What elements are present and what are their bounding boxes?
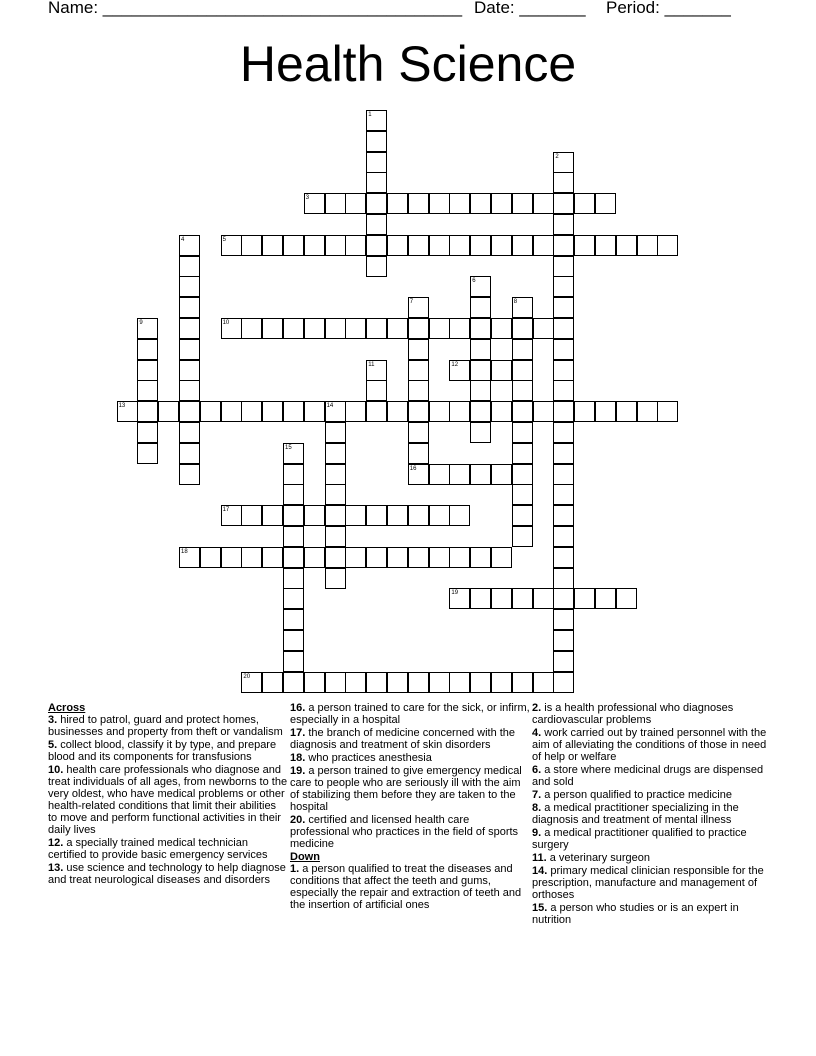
grid-cell[interactable] — [553, 526, 574, 547]
grid-cell[interactable] — [304, 547, 325, 568]
clue-number: 20 — [243, 673, 251, 680]
grid-cell[interactable] — [262, 318, 283, 339]
grid-cell[interactable] — [325, 318, 346, 339]
clue-column-1 — [48, 702, 288, 887]
grid-cell[interactable] — [387, 547, 408, 568]
grid-cell[interactable] — [553, 547, 574, 568]
grid-cell[interactable] — [325, 505, 346, 526]
grid-cell[interactable] — [179, 235, 200, 256]
grid-cell[interactable] — [512, 339, 533, 360]
grid-cell[interactable] — [179, 360, 200, 381]
grid-cell[interactable] — [221, 505, 242, 526]
grid-cell[interactable] — [325, 193, 346, 214]
grid-cell[interactable] — [325, 672, 346, 693]
grid-cell[interactable] — [553, 568, 574, 589]
clue-number: 8 — [513, 299, 518, 306]
grid-cell[interactable] — [408, 422, 429, 443]
grid-cell[interactable] — [283, 672, 304, 693]
grid-cell[interactable] — [304, 505, 325, 526]
grid-cell[interactable] — [221, 318, 242, 339]
clue: 7. a person qualified to practice medicine — [532, 789, 732, 801]
clue-number: 13 — [118, 403, 126, 410]
grid-cell[interactable] — [283, 568, 304, 589]
grid-cell[interactable] — [387, 235, 408, 256]
grid-cell[interactable] — [512, 360, 533, 381]
grid-cell[interactable] — [449, 318, 470, 339]
grid-cell[interactable] — [262, 672, 283, 693]
grid-cell[interactable] — [179, 318, 200, 339]
grid-cell[interactable] — [533, 193, 554, 214]
clue-number: 9 — [139, 320, 143, 326]
grid-cell[interactable] — [491, 464, 512, 485]
grid-cell[interactable] — [158, 401, 179, 422]
grid-cell[interactable] — [553, 318, 574, 339]
clue-number: 4 — [181, 236, 185, 243]
grid-cell[interactable] — [574, 235, 595, 256]
grid-cell[interactable] — [470, 422, 491, 443]
grid-cell[interactable] — [241, 235, 262, 256]
grid-cell[interactable] — [553, 360, 574, 381]
grid-cell[interactable] — [533, 672, 554, 693]
grid-cell[interactable] — [553, 505, 574, 526]
clue: 17. the branch of medicine concerned with the diagnosis and treatment of skin disorders — [290, 727, 516, 751]
grid-cell[interactable] — [553, 464, 574, 485]
clue-number: 3 — [305, 195, 310, 202]
grid-cell[interactable] — [553, 172, 574, 193]
grid-cell[interactable] — [429, 672, 450, 693]
grid-cell[interactable] — [449, 360, 470, 381]
grid-cell[interactable] — [325, 401, 346, 422]
grid-cell[interactable] — [595, 401, 616, 422]
grid-cell[interactable] — [408, 672, 429, 693]
grid-cell[interactable] — [304, 318, 325, 339]
grid-cell[interactable] — [470, 672, 491, 693]
clue: 5. collect blood, classify it by type, and prepare blood and its components for transfusions — [48, 739, 277, 763]
grid-cell[interactable] — [491, 401, 512, 422]
grid-cell[interactable] — [553, 630, 574, 651]
grid-cell[interactable] — [221, 547, 242, 568]
grid-cell[interactable] — [241, 672, 262, 693]
grid-cell[interactable] — [491, 588, 512, 609]
grid-cell[interactable] — [429, 235, 450, 256]
clue-number: 14 — [326, 403, 334, 410]
clue-number: 10 — [222, 320, 230, 326]
grid-cell[interactable] — [449, 235, 470, 256]
grid-cell[interactable] — [325, 526, 346, 547]
grid-cell[interactable] — [595, 193, 616, 214]
grid-cell[interactable] — [470, 360, 491, 381]
grid-cell[interactable] — [325, 443, 346, 464]
clue: 15. a person who studies or is an expert in nutrition — [532, 902, 739, 926]
grid-cell[interactable] — [408, 380, 429, 401]
clue: 20. certified and licensed health care professional who practices in the field of sports medicine — [290, 814, 519, 850]
clue: 16. a person trained to care for the sick, or infirm, especially in a hospital — [290, 702, 530, 726]
grid-cell[interactable] — [345, 401, 366, 422]
grid-cell[interactable] — [179, 464, 200, 485]
grid-cell[interactable] — [345, 318, 366, 339]
puzzle-title: Health Science — [239, 36, 577, 92]
grid-cell[interactable] — [325, 235, 346, 256]
grid-cell[interactable] — [408, 547, 429, 568]
grid-cell[interactable] — [366, 505, 387, 526]
grid-cell[interactable] — [491, 193, 512, 214]
grid-cell[interactable] — [512, 443, 533, 464]
grid-cell[interactable] — [553, 297, 574, 318]
grid-cell[interactable] — [491, 318, 512, 339]
grid-cell[interactable] — [366, 235, 387, 256]
grid-cell[interactable] — [553, 651, 574, 672]
grid-cell[interactable] — [553, 484, 574, 505]
grid-cell[interactable] — [179, 547, 200, 568]
grid-cell[interactable] — [283, 318, 304, 339]
clue-number: 5 — [222, 236, 226, 243]
grid-cell[interactable] — [429, 464, 450, 485]
grid-cell[interactable] — [574, 588, 595, 609]
clue: 12. a specially trained medical technician certified to provide basic emergency services — [48, 837, 268, 861]
grid-cell[interactable] — [616, 588, 637, 609]
clue-number: 16 — [409, 465, 417, 472]
grid-cell[interactable] — [179, 256, 200, 277]
grid-cell[interactable] — [449, 401, 470, 422]
grid-cell[interactable] — [553, 380, 574, 401]
grid-cell[interactable] — [470, 235, 491, 256]
grid-cell[interactable] — [449, 193, 470, 214]
grid-cell[interactable] — [491, 547, 512, 568]
grid-cell[interactable] — [283, 547, 304, 568]
grid-cell[interactable] — [512, 235, 533, 256]
clue: 13. use science and technology to help diagnose and treat neurological diseases and disorders — [48, 862, 286, 886]
grid-cell[interactable] — [137, 401, 158, 422]
grid-cell[interactable] — [262, 401, 283, 422]
grid-cell[interactable] — [553, 256, 574, 277]
grid-cell[interactable] — [283, 401, 304, 422]
grid-cell[interactable] — [366, 547, 387, 568]
grid-cell[interactable] — [387, 505, 408, 526]
grid-cell[interactable] — [179, 422, 200, 443]
grid-cell[interactable] — [512, 380, 533, 401]
grid-cell[interactable] — [408, 401, 429, 422]
grid-cell[interactable] — [408, 318, 429, 339]
clue: 8. a medical practitioner specializing in the diagnosis and treatment of mental illness — [532, 802, 739, 826]
grid-cell[interactable] — [137, 380, 158, 401]
grid-cell[interactable] — [408, 193, 429, 214]
grid-cell[interactable] — [221, 235, 242, 256]
grid-cell[interactable] — [512, 401, 533, 422]
grid-cell[interactable] — [366, 380, 387, 401]
grid-cell[interactable] — [200, 547, 221, 568]
grid-cell[interactable] — [657, 235, 678, 256]
grid-cell[interactable] — [387, 672, 408, 693]
date-field[interactable]: Date: _______ — [474, 0, 586, 17]
grid-cell[interactable] — [616, 401, 637, 422]
grid-cell[interactable] — [470, 380, 491, 401]
grid-cell[interactable] — [179, 276, 200, 297]
clue-number: 6 — [472, 278, 476, 285]
grid-cell[interactable] — [512, 672, 533, 693]
grid-cell[interactable] — [512, 526, 533, 547]
grid-cell[interactable] — [366, 672, 387, 693]
grid-cell[interactable] — [449, 672, 470, 693]
grid-cell[interactable] — [637, 401, 658, 422]
grid-cell[interactable] — [345, 193, 366, 214]
grid-cell[interactable] — [408, 464, 429, 485]
down-heading: Down — [290, 851, 320, 863]
grid-cell[interactable] — [345, 505, 366, 526]
grid-cell[interactable] — [512, 505, 533, 526]
clue: 4. work carried out by trained personnel with the aim of alleviating the conditions of those in need of help or welfare — [532, 727, 767, 763]
grid-cell[interactable] — [366, 401, 387, 422]
grid-cell[interactable] — [283, 609, 304, 630]
grid-cell[interactable] — [283, 235, 304, 256]
clue: 2. is a health professional who diagnoses cardiovascular problems — [532, 702, 734, 726]
grid-cell[interactable] — [512, 484, 533, 505]
grid-cell[interactable] — [283, 526, 304, 547]
grid-cell[interactable] — [387, 318, 408, 339]
grid-cell[interactable] — [137, 443, 158, 464]
grid-cell[interactable] — [512, 588, 533, 609]
clue-number: 11 — [368, 361, 375, 368]
grid-cell[interactable] — [179, 380, 200, 401]
grid-cell[interactable] — [325, 547, 346, 568]
grid-cell[interactable] — [533, 588, 554, 609]
clue: 1. a person qualified to treat the diseases and conditions that affect the teeth and gums, especially the repair and extraction of teeth and the insertion of artificial ones — [290, 863, 522, 911]
grid-cell[interactable] — [304, 401, 325, 422]
clue-number: 7 — [409, 299, 414, 306]
grid-cell[interactable] — [408, 297, 429, 318]
grid-cell[interactable] — [553, 422, 574, 443]
grid-cell[interactable] — [470, 339, 491, 360]
clue-column-2 — [290, 702, 530, 912]
grid-cell[interactable] — [470, 276, 491, 297]
grid-cell[interactable] — [241, 401, 262, 422]
grid-cell[interactable] — [533, 235, 554, 256]
grid-cell[interactable] — [345, 672, 366, 693]
grid-cell[interactable] — [387, 193, 408, 214]
grid-cell[interactable] — [200, 401, 221, 422]
grid-cell[interactable] — [657, 401, 678, 422]
grid-cell[interactable] — [137, 339, 158, 360]
grid-cell[interactable] — [366, 193, 387, 214]
grid-cell[interactable] — [512, 193, 533, 214]
name-field[interactable]: Name: ______________________________________ — [48, 0, 463, 17]
grid-cell[interactable] — [137, 360, 158, 381]
clue: 11. a veterinary surgeon — [532, 852, 651, 864]
grid-cell[interactable] — [553, 443, 574, 464]
grid-cell[interactable] — [533, 318, 554, 339]
grid-cell[interactable] — [491, 360, 512, 381]
grid-cell[interactable] — [512, 318, 533, 339]
grid-cell[interactable] — [470, 193, 491, 214]
clue-number: 19 — [451, 590, 459, 597]
grid-cell[interactable] — [241, 505, 262, 526]
clue: 9. a medical practitioner qualified to practice surgery — [532, 827, 747, 851]
grid-cell[interactable] — [470, 318, 491, 339]
grid-cell[interactable] — [429, 547, 450, 568]
grid-cell[interactable] — [137, 422, 158, 443]
grid-cell[interactable] — [262, 547, 283, 568]
clue: 19. a person trained to give emergency medical care to people who are seriously ill with the aim of stabilizing them before they are taken to the hospital — [290, 765, 522, 813]
clue: 10. health care professionals who diagnose and treat individuals of all ages, from newborns to the very oldest, who have medical problems or other health-related conditions that limit their abilities to move and perform functional activities in their daily lives — [48, 764, 288, 836]
grid-cell[interactable] — [429, 193, 450, 214]
grid-cell[interactable] — [449, 464, 470, 485]
grid-cell[interactable] — [553, 672, 574, 693]
grid-cell[interactable] — [470, 547, 491, 568]
grid-cell[interactable] — [470, 464, 491, 485]
grid-cell[interactable] — [325, 422, 346, 443]
clue-number: 12 — [451, 361, 459, 368]
grid-cell[interactable] — [553, 152, 574, 173]
clue: 18. who practices anesthesia — [290, 752, 432, 764]
grid-cell[interactable] — [366, 318, 387, 339]
grid-cell[interactable] — [553, 276, 574, 297]
grid-cell[interactable] — [283, 443, 304, 464]
grid-cell[interactable] — [304, 235, 325, 256]
grid-cell[interactable] — [262, 505, 283, 526]
grid-cell[interactable] — [241, 547, 262, 568]
grid-cell[interactable] — [283, 484, 304, 505]
grid-cell[interactable] — [325, 568, 346, 589]
grid-cell[interactable] — [553, 214, 574, 235]
grid-cell[interactable] — [553, 609, 574, 630]
grid-cell[interactable] — [429, 318, 450, 339]
grid-cell[interactable] — [574, 193, 595, 214]
grid-cell[interactable] — [325, 464, 346, 485]
clue-number: 1 — [368, 112, 372, 118]
clue-number: 2 — [555, 153, 559, 160]
grid-cell[interactable] — [283, 651, 304, 672]
grid-cell[interactable] — [179, 297, 200, 318]
grid-cell[interactable] — [491, 672, 512, 693]
grid-cell[interactable] — [512, 297, 533, 318]
grid-cell[interactable] — [553, 235, 574, 256]
grid-cell[interactable] — [366, 152, 387, 173]
grid-cell[interactable] — [491, 235, 512, 256]
grid-cell[interactable] — [449, 505, 470, 526]
grid-cell[interactable] — [470, 588, 491, 609]
grid-cell[interactable] — [366, 131, 387, 152]
grid-cell[interactable] — [449, 588, 470, 609]
grid-cell[interactable] — [262, 235, 283, 256]
grid-cell[interactable] — [387, 401, 408, 422]
grid-cell[interactable] — [345, 235, 366, 256]
grid-cell[interactable] — [429, 401, 450, 422]
grid-cell[interactable] — [470, 297, 491, 318]
grid-cell[interactable] — [179, 443, 200, 464]
clue-number: 18 — [181, 548, 188, 555]
grid-cell[interactable] — [637, 235, 658, 256]
grid-cell[interactable] — [283, 464, 304, 485]
grid-cell[interactable] — [408, 339, 429, 360]
grid-cell[interactable] — [512, 464, 533, 485]
grid-cell[interactable] — [325, 484, 346, 505]
grid-cell[interactable] — [283, 630, 304, 651]
grid-cell[interactable] — [283, 588, 304, 609]
grid-cell[interactable] — [553, 339, 574, 360]
grid-cell[interactable] — [512, 422, 533, 443]
grid-cell[interactable] — [574, 401, 595, 422]
clue-number: 15 — [285, 444, 292, 451]
grid-cell[interactable] — [408, 235, 429, 256]
grid-cell[interactable] — [553, 401, 574, 422]
grid-cell[interactable] — [408, 360, 429, 381]
clue-number: 17 — [222, 507, 230, 514]
clue: 14. primary medical clinician responsible for the prescription, manufacture and management of orthoses — [532, 865, 764, 901]
grid-cell[interactable] — [449, 547, 470, 568]
grid-cell[interactable] — [366, 110, 387, 131]
grid-cell[interactable] — [470, 401, 491, 422]
across-heading: Across — [48, 702, 86, 714]
clue-column-3 — [532, 702, 772, 927]
grid-cell[interactable] — [304, 672, 325, 693]
grid-cell[interactable] — [595, 235, 616, 256]
grid-cell[interactable] — [429, 505, 450, 526]
clue: 6. a store where medicinal drugs are dispensed and sold — [532, 764, 764, 788]
grid-cell[interactable] — [137, 318, 158, 339]
grid-cell[interactable] — [179, 401, 200, 422]
grid-cell[interactable] — [221, 401, 242, 422]
grid-cell[interactable] — [366, 256, 387, 277]
grid-cell[interactable] — [241, 318, 262, 339]
grid-cell[interactable] — [366, 214, 387, 235]
grid-cell[interactable] — [283, 505, 304, 526]
grid-cell[interactable] — [553, 193, 574, 214]
grid-cell[interactable] — [595, 588, 616, 609]
grid-cell[interactable] — [345, 547, 366, 568]
grid-cell[interactable] — [616, 235, 637, 256]
grid-cell[interactable] — [179, 339, 200, 360]
grid-cell[interactable] — [408, 443, 429, 464]
grid-cell[interactable] — [553, 588, 574, 609]
clue: 3. hired to patrol, guard and protect homes, businesses and property from theft or vandalism — [48, 714, 283, 738]
grid-cell[interactable] — [366, 360, 387, 381]
grid-cell[interactable] — [117, 401, 138, 422]
grid-cell[interactable] — [533, 401, 554, 422]
period-field[interactable]: Period: _______ — [606, 0, 731, 17]
grid-cell[interactable] — [366, 172, 387, 193]
grid-cell[interactable] — [304, 193, 325, 214]
grid-cell[interactable] — [408, 505, 429, 526]
